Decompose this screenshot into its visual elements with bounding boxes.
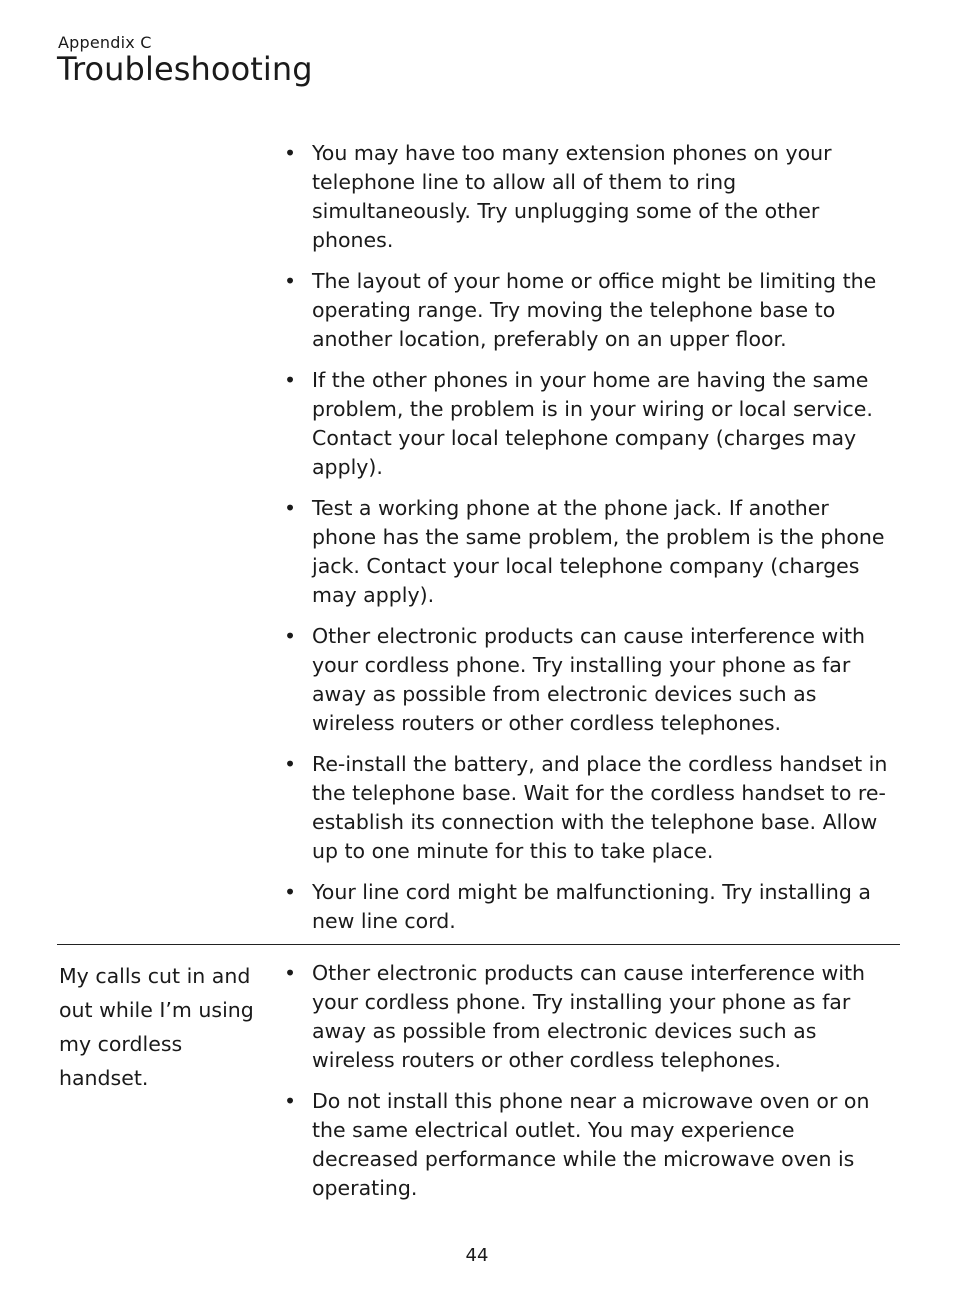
appendix-label: Appendix C <box>58 33 152 52</box>
bullet-icon: • <box>284 624 297 648</box>
solution-item: • You may have too many extension phones on your telephone line to allow all of them to ring simultaneously. Try unplugging some of the other phones. <box>284 141 832 252</box>
solution-item: • Other electronic products can cause interference with your cordless phone. Try installing your phone as far away as possible from electronic devices such as wireless routers or other cordless telephones. <box>284 624 866 735</box>
solution-item: • Test a working phone at the phone jack. If another phone has the same problem, the problem is the phone jack. Contact your local telephone company (charges may apply). <box>284 496 885 607</box>
page-title: Troubleshooting <box>57 50 313 88</box>
bullet-icon: • <box>284 1089 297 1113</box>
solution-item: • Do not install this phone near a microwave oven or on the same electrical outlet. You may experience decreased performance while the microwave oven is operating. <box>284 1089 870 1200</box>
bullet-icon: • <box>284 752 297 776</box>
bullet-icon: • <box>284 368 297 392</box>
solution-list <box>284 959 896 1215</box>
solution-item: • Re-install the battery, and place the cordless handset in the telephone base. Wait for the cordless handset to re-establish its connection with the telephone base. Allow up to one minute for this to take place. <box>284 752 888 863</box>
solution-item: • Other electronic products can cause interference with your cordless phone. Try installing your phone as far away as possible from electronic devices such as wireless routers or other cordless telephones. <box>284 961 866 1072</box>
bullet-icon: • <box>284 269 297 293</box>
solution-item: • Your line cord might be malfunctioning. Try installing a new line cord. <box>284 880 871 933</box>
solution-list <box>284 139 896 948</box>
bullet-icon: • <box>284 961 297 985</box>
section-divider <box>57 944 900 945</box>
bullet-icon: • <box>284 496 297 520</box>
bullet-icon: • <box>284 880 297 904</box>
bullet-icon: • <box>284 141 297 165</box>
solution-item: • The layout of your home or office might be limiting the operating range. Try moving the telephone base to another location, preferably on an upper floor. <box>284 269 877 351</box>
solution-item: • If the other phones in your home are having the same problem, the problem is in your wiring or local service. Contact your local telephone company (charges may apply). <box>284 368 873 479</box>
problem-description: My calls cut in and out while I’m using my cordless handset. <box>59 964 254 1090</box>
page-number: 44 <box>465 1245 489 1266</box>
